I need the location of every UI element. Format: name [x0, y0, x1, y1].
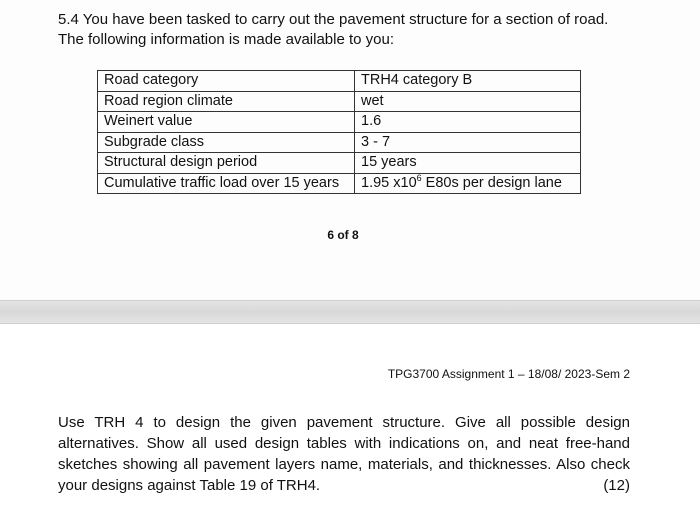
table-row [98, 112, 581, 133]
table-cell-value: 3 - 7 [355, 132, 581, 153]
table-row [98, 173, 581, 194]
marks-allocation: (12) [603, 477, 630, 494]
page-number: 6 of 8 [327, 228, 359, 242]
table-cell-label: Structural design period [98, 153, 355, 174]
table-row [98, 132, 581, 153]
table-cell-value [355, 173, 581, 194]
question-line-1: 5.4 You have been tasked to carry out the pavement structure for a section of road. [58, 11, 609, 28]
question-line-2: The following information is made available to you: [58, 31, 395, 48]
page-separator [0, 300, 700, 324]
table-cell-value: TRH4 category B [355, 71, 581, 92]
table-cell-label: Weinert value [98, 112, 355, 133]
task-paragraph: Use TRH 4 to design the given pavement structure. Give all possible design alternatives. Show all used design tables with indications on, and neat free-hand sketches showing all pavement layers name, materials, and thicknesses. Also check your designs against Table 19 of TRH4. [58, 414, 630, 494]
table-cell-value: 15 years [355, 153, 581, 174]
table-cell-label: Road category [98, 71, 355, 92]
task-instructions [58, 412, 630, 496]
table-row [98, 91, 581, 112]
assignment-header: TPG3700 Assignment 1 – 18/08/ 2023-Sem 2 [387, 367, 630, 381]
table-cell-label: Subgrade class [98, 132, 355, 153]
table-cell-value: wet [355, 91, 581, 112]
traffic-value-unit: E80s per design lane [421, 174, 562, 191]
question-intro [58, 10, 668, 50]
table-cell-label: Cumulative traffic load over 15 years [98, 173, 355, 194]
traffic-value-exponent: 6 [416, 172, 422, 183]
road-info-table [97, 70, 581, 194]
traffic-value-base: 1.95 x10 [361, 174, 417, 191]
table-row [98, 71, 581, 92]
table-cell-value: 1.6 [355, 112, 581, 133]
table-cell-label: Road region climate [98, 91, 355, 112]
table-row [98, 153, 581, 174]
